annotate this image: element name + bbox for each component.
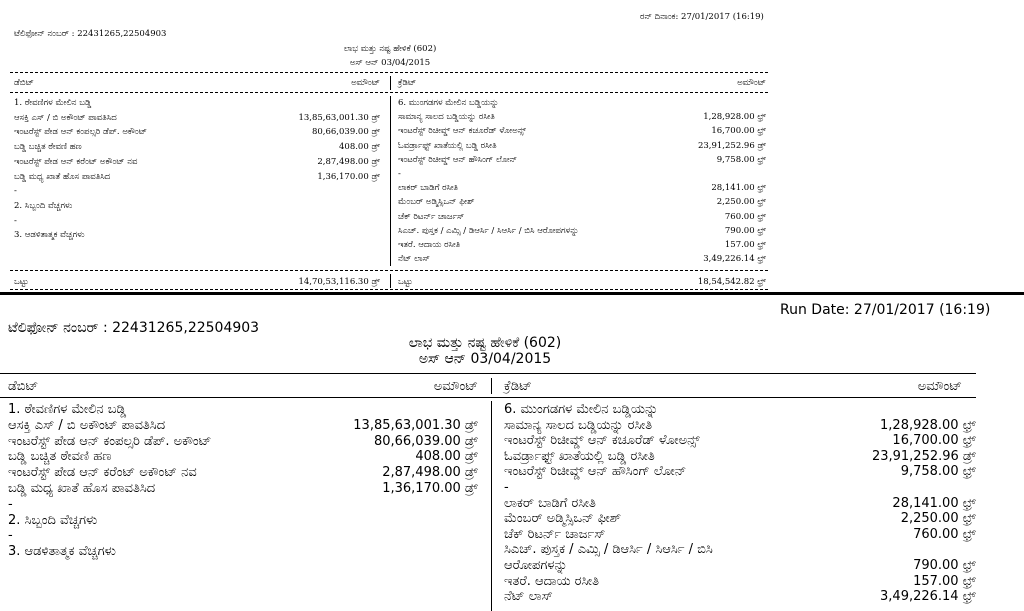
run-date-large: Run Date: 27/01/2017 (16:19) xyxy=(780,302,991,318)
debit-row-small-label: ಆಸಕ್ತಿ ಎಸ್ / ಬಿ ಅಕೌಂಟ್ ಪಾವತಿಸಿದ xyxy=(14,112,117,123)
credit-row-large-amount: 23,91,252.96 ಡ್ರ್ xyxy=(871,448,976,464)
credit-row-large-amount: 760.00 ಛ್ರ್ xyxy=(913,526,976,542)
credit-row-small-amount: 23,91,252.96 ಡ್ರ್ xyxy=(697,140,766,151)
phone-small: ಟೆಲಿಫೋನ್ ನಂಬರ್ : 22431265,22504903 xyxy=(14,29,167,39)
total-separator-small xyxy=(390,274,391,288)
total-right-amount-small: 18,54,542.82 ಛ್ರ್ xyxy=(697,277,766,287)
debit-row-large-label: ಬಡ್ಡಿ ಮಧ್ಯ ಖಾತೆ ಹೊಸ ಪಾವತಿಸಿದ xyxy=(8,481,156,496)
credit-header-small: ಕ್ರೆಡಿಟ್ xyxy=(398,78,417,88)
credit-row-large-label: ಚೆಕ್ ರಿಟರ್ನ್ ಚಾರ್ಜಸ್ xyxy=(504,526,606,542)
credit-row-small-amount: 9,758.00 ಛ್ರ್ xyxy=(716,154,766,165)
debit-row-large-label: 3. ಆಡಳಿತಾತ್ಮಕ ವೆಚ್ಚಗಳು xyxy=(8,544,116,560)
credit-row-large-label: ಸಾಮಾನ್ಯ ಸಾಲದ ಬಡ್ಡಿಯನ್ನು ರಸೀತಿ xyxy=(504,417,653,433)
debit-header-large: ಡೆಬಿಟ್ xyxy=(8,379,39,394)
credit-row-small-amount: 16,700.00 ಛ್ರ್ xyxy=(711,126,766,137)
debit-row-large-amount: 2,87,498.00 ಡ್ರ್ xyxy=(382,465,478,481)
debit-row-small-amount: 1,36,170.00 ಡ್ರ್ xyxy=(317,171,380,182)
credit-row-small-label: ಚೆಕ್ ರಿಟರ್ನ್ ಚಾರ್ಜಸ್ xyxy=(398,211,465,222)
subtitle-large: ಅಸ್ ಆನ್ 03/04/2015 xyxy=(418,351,552,367)
header-rule-top xyxy=(10,72,768,73)
debit-row-large-label: - xyxy=(8,528,13,544)
credit-row-small-label: ಇತರೆ. ಆದಾಯ ರಸೀತಿ xyxy=(398,240,461,250)
credit-row-large-amount: 28,141.00 ಛ್ರ್ xyxy=(892,495,976,511)
title-small: ಲಾಭ ಮತ್ತು ನಷ್ಟ ಹೇಳಿಕೆ (602) xyxy=(343,44,437,54)
debit-row-small-label: ಬಡ್ಡಿ ಮಧ್ಯ ಖಾತೆ ಹೊಸ ಪಾವತಿಸಿದ xyxy=(14,171,111,182)
credit-row-large-label: ಲಾಕರ್ ಬಾಡಿಗೆ ರಸೀತಿ xyxy=(504,495,596,511)
debit-row-small-label: 1. ಠೇವಣಿಗಳ ಮೇಲಿನ ಬಡ್ಡಿ xyxy=(14,98,92,108)
debit-row-small-amount: 408.00 ಡ್ರ್ xyxy=(339,142,380,153)
credit-row-small-label: ಲಾಕರ್ ಬಾಡಿಗೆ ರಸೀತಿ xyxy=(398,183,459,194)
debit-row-small-label: ಬಡ್ಡಿ ಬಚ್ಚಿತ ಠೇವಣಿ ಹಣ xyxy=(14,142,82,153)
total-rule-top xyxy=(10,270,768,271)
credit-row-large-amount: 9,758.00 ಛ್ರ್ xyxy=(900,464,976,480)
debit-row-large-label: - xyxy=(8,496,13,512)
credit-row-large-label: ಇತರೆ. ಆದಾಯ ರಸೀತಿ xyxy=(504,573,600,589)
total-left-label-small: ಒಟ್ಟು xyxy=(14,277,29,287)
phone-large: ಟೆಲಿಫೋನ್ ನಂಬರ್ : 22431265,22504903 xyxy=(8,320,260,336)
debit-row-large-label: 2. ಸಿಬ್ಬಂದಿ ವೆಚ್ಚಗಳು xyxy=(8,512,98,528)
credit-row-large-label: ಇಂಟರೆಸ್ಟ್ ರಿಚೀವ್ಡ್ ಆನ್ ಕಚೂರೆಡ್ ಳೋಅನ್ಸ್ xyxy=(504,433,700,449)
credit-row-small-label: - xyxy=(398,169,401,179)
total-rule-bottom xyxy=(10,289,768,290)
debit-row-large-amount: 13,85,63,001.30 ಡ್ರ್ xyxy=(353,417,478,433)
credit-row-large-amount: 790.00 ಛ್ರ್ xyxy=(913,558,976,573)
debit-row-small-amount: 2,87,498.00 ಡ್ರ್ xyxy=(317,156,380,167)
credit-row-small-label: ಮೆಂಬರ್ ಅಡ್ಮಿಸ್ಸಿಒನ್ ಫೀಶ್ xyxy=(398,197,475,208)
credit-row-small-amount: 28,141.00 ಛ್ರ್ xyxy=(711,183,766,194)
debit-row-small-label: - xyxy=(14,215,17,226)
column-separator-small xyxy=(390,96,391,266)
credit-row-large-label: ಸಿಎಚ್. ಪುಸ್ತಕ / ಎಮ್ಸಿ / ಡಿಆರ್ಸಿ / ಸಿಆರ್ಸಿ / ಬಿಸಿ xyxy=(504,542,713,558)
total-left-amount-small: 14,70,53,116.30 ಡ್ರ್ xyxy=(298,277,380,287)
amount-right-header-small: ಅಮೌಂಟ್ xyxy=(737,78,766,88)
credit-row-small-amount: 3,49,226.14 ಛ್ರ್ xyxy=(703,254,766,265)
credit-row-small-amount: 1,28,928.00 ಛ್ರ್ xyxy=(703,112,766,123)
debit-row-small-label: 2. ಸಿಬ್ಬಂದಿ ವೆಚ್ಚಗಳು xyxy=(14,200,73,211)
credit-row-large-label: ಓವರ್ಡ್ರಾಫ್ಟ್ ಖಾತೆಯಲ್ಲಿ ಬಡ್ಡಿ ರಸೀತಿ xyxy=(504,448,655,464)
header-separator xyxy=(390,76,391,90)
run-date-small: ರನ್ ದಿನಾಂಕ: 27/01/2017 (16:19) xyxy=(640,12,764,22)
credit-row-large-label: ಇಂಟರೆಸ್ಟ್ ರಿಚೀವ್ಡ್ ಆನ್ ಹೌಸಿಂಗ್ ಲೋನ್ xyxy=(504,464,687,480)
credit-row-large-label: ಮೆಂಬರ್ ಅಡ್ಮಿಸ್ಸಿಒನ್ ಫೀಶ್ xyxy=(504,511,622,527)
debit-row-small-label: 3. ಆಡಳಿತಾತ್ಮಕ ವೆಚ್ಚಗಳು xyxy=(14,230,85,241)
total-right-label-small: ಒಟ್ಟು xyxy=(398,277,413,287)
credit-row-large-label: - xyxy=(504,480,509,495)
credit-row-small-label: ಸಿಎಚ್. ಪುಸ್ತಕ / ಎಮ್ಸಿ / ಡಿಆರ್ಸಿ / ಸಿಆರ್ಸಿ / ಬಿಸಿ ಆರೋಪಗಳನ್ನು xyxy=(398,225,579,236)
debit-row-large-amount: 408.00 ಡ್ರ್ xyxy=(415,449,478,465)
credit-row-small-label: ನೆಟ್ ಲಾಸ್ xyxy=(398,254,430,265)
credit-row-small-label: ಇಂಟರೆಸ್ಟ್ ರಿಚೀವ್ಡ್ ಆನ್ ಹೌಸಿಂಗ್ ಲೋನ್ xyxy=(398,154,518,165)
credit-row-small-amount: 157.00 ಛ್ರ್ xyxy=(724,240,766,250)
amount-left-header-small: ಅಮೌಂಟ್ xyxy=(351,78,380,88)
debit-row-large-label: ಇಂಟರೆಸ್ಟ್ ಪೇಡ ಆನ್ ಕಂಪಲ್ಸರಿ ಡೆಪ್. ಅಕೌಂಟ್ xyxy=(8,433,212,449)
credit-header-large: ಕ್ರೆಡಿಟ್ xyxy=(504,379,532,394)
debit-row-large-amount: 1,36,170.00 ಡ್ರ್ xyxy=(382,481,478,496)
credit-row-small-amount: 2,250.00 ಛ್ರ್ xyxy=(716,197,766,208)
amount-left-header-large: ಅಮೌಂಟ್ xyxy=(433,379,478,394)
credit-row-small-amount: 760.00 ಛ್ರ್ xyxy=(724,211,766,222)
credit-row-small-label: ಇಂಟರೆಸ್ಟ್ ರಿಚೀವ್ಡ್ ಆನ್ ಕಚೂರೆಡ್ ಳೋಅನ್ಸ್ xyxy=(398,126,527,137)
header-line-bottom-large xyxy=(0,397,976,398)
debit-row-small-label: - xyxy=(14,186,17,197)
credit-row-small-amount: 790.00 ಛ್ರ್ xyxy=(724,225,766,236)
debit-header-small: ಡೆಬಿಟ್ xyxy=(14,78,34,88)
subtitle-small: ಅಸ್ ಆನ್ 03/04/2015 xyxy=(349,58,431,68)
amount-right-header-large: ಅಮೌಂಟ್ xyxy=(917,379,962,394)
credit-row-small-label: 6. ಮುಂಗಡಗಳ ಮೇಲಿನ ಬಡ್ಡಿಯನ್ನು xyxy=(398,98,499,108)
credit-row-large-amount: 16,700.00 ಛ್ರ್ xyxy=(892,433,976,449)
column-separator-large xyxy=(491,401,492,611)
debit-row-small-amount: 13,85,63,001.30 ಡ್ರ್ xyxy=(298,112,380,123)
debit-row-small-label: ಇಂಟರೆಸ್ಟ್ ಪೇಡ ಆನ್ ಕಂಪಲ್ಸರಿ ಡೆಪ್. ಅಕೌಂಟ್ xyxy=(14,127,147,138)
debit-row-large-label: ಬಡ್ಡಿ ಬಚ್ಚಿತ ಠೇವಣಿ ಹಣ xyxy=(8,449,112,465)
credit-row-small-label: ಸಾಮಾನ್ಯ ಸಾಲದ ಬಡ್ಡಿಯನ್ನು ರಸೀತಿ xyxy=(398,112,495,123)
credit-row-large-amount: 2,250.00 ಛ್ರ್ xyxy=(900,511,976,527)
debit-row-large-label: ಆಸಕ್ತಿ ಎಸ್ / ಬಿ ಅಕೌಂಟ್ ಪಾವತಿಸಿದ xyxy=(8,417,166,433)
credit-row-large-label: ಆರೋಪಗಳನ್ನು xyxy=(504,558,568,573)
debit-row-small-amount: 80,66,039.00 ಡ್ರ್ xyxy=(311,127,380,138)
debit-row-large-amount: 80,66,039.00 ಡ್ರ್ xyxy=(373,433,478,449)
credit-row-small-label: ಓವರ್ಡ್ರಾಫ್ಟ್ ಖಾತೆಯಲ್ಲಿ ಬಡ್ಡಿ ರಸೀತಿ xyxy=(398,140,497,151)
debit-row-large-label: ಇಂಟರೆಸ್ಟ್ ಪೇಡ ಆನ್ ಕರೆಂಟ್ ಅಕೌಂಟ್ ನವ xyxy=(8,465,197,481)
header-line-top-large xyxy=(0,373,976,374)
title-large: ಲಾಭ ಮತ್ತು ನಷ್ಟ ಹೇಳಿಕೆ (602) xyxy=(408,335,562,351)
credit-row-large-amount: 3,49,226.14 ಛ್ರ್ xyxy=(880,589,976,605)
credit-row-large-label: ನೆಟ್ ಲಾಸ್ xyxy=(504,589,553,605)
report-view-large xyxy=(0,295,1024,609)
debit-row-large-label: 1. ಠೇವಣಿಗಳ ಮೇಲಿನ ಬಡ್ಡಿ xyxy=(8,402,127,417)
debit-row-small-label: ಇಂಟರೆಸ್ಟ್ ಪೇಡ ಆನ್ ಕರೆಂಟ್ ಅಕೌಂಟ್ ನವ xyxy=(14,156,138,167)
header-separator-large xyxy=(491,378,492,394)
report-preview-small xyxy=(0,0,1024,292)
credit-row-large-label: 6. ಮುಂಗಡಗಳ ಮೇಲಿನ ಬಡ್ಡಿಯನ್ನು xyxy=(504,402,659,417)
credit-row-large-amount: 157.00 ಛ್ರ್ xyxy=(913,573,976,589)
credit-row-large-amount: 1,28,928.00 ಛ್ರ್ xyxy=(880,417,976,433)
header-rule-bottom xyxy=(10,92,768,93)
